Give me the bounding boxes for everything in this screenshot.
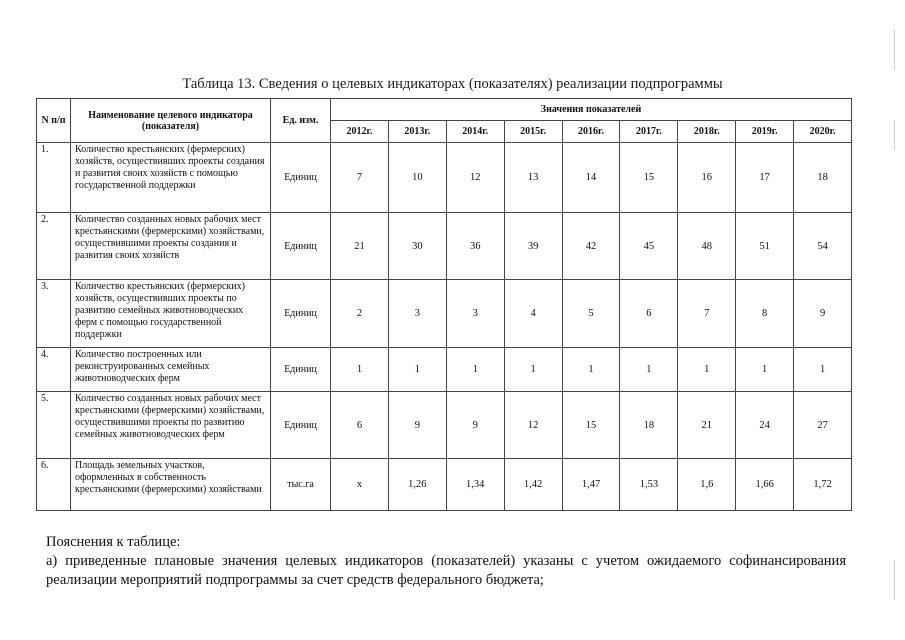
indicator-value: 15 — [562, 392, 620, 459]
indicators-table — [36, 98, 852, 511]
header-year: 2014г. — [446, 121, 504, 143]
indicator-value: 15 — [620, 143, 678, 213]
indicator-value: 16 — [678, 143, 736, 213]
indicator-unit: тыс.га — [271, 459, 331, 511]
indicator-name: Количество построенных или реконструированных семейных животноводческих ферм — [71, 348, 271, 392]
header-number: N п/п — [37, 99, 71, 143]
indicator-value: 18 — [794, 143, 852, 213]
indicator-value: 14 — [562, 143, 620, 213]
header-year: 2017г. — [620, 121, 678, 143]
indicator-value: 48 — [678, 213, 736, 280]
indicator-value: 1 — [620, 348, 678, 392]
indicator-value: 6 — [620, 280, 678, 348]
indicator-value: 12 — [446, 143, 504, 213]
indicator-value: 1 — [504, 348, 562, 392]
indicator-name: Площадь земельных участков, оформленных в собственность крестьянскими (фермерскими) хозяйствами — [71, 459, 271, 511]
scan-edge-mark — [894, 120, 895, 150]
table-row — [37, 143, 852, 213]
indicator-value: 10 — [388, 143, 446, 213]
indicator-value: 9 — [388, 392, 446, 459]
row-number: 5. — [37, 392, 71, 459]
indicator-value: 21 — [331, 213, 389, 280]
header-unit: Ед. изм. — [271, 99, 331, 143]
row-number: 2. — [37, 213, 71, 280]
indicator-value: 1,42 — [504, 459, 562, 511]
indicator-value: 1,66 — [736, 459, 794, 511]
indicator-name: Количество крестьянских (фермерских) хозяйств, осуществивших проекты создания и развития своих хозяйств с помощью государственной поддержки — [71, 143, 271, 213]
header-indicator-name: Наименование целевого индикатора (показателя) — [71, 99, 271, 143]
table-row — [37, 348, 852, 392]
indicator-value: 51 — [736, 213, 794, 280]
indicator-value: 8 — [736, 280, 794, 348]
indicator-value: 17 — [736, 143, 794, 213]
indicator-value: 2 — [331, 280, 389, 348]
indicator-value: 24 — [736, 392, 794, 459]
indicator-value: 4 — [504, 280, 562, 348]
header-year: 2013г. — [388, 121, 446, 143]
indicator-value: 13 — [504, 143, 562, 213]
table-row — [37, 213, 852, 280]
indicator-value: 5 — [562, 280, 620, 348]
indicator-value: 1,47 — [562, 459, 620, 511]
indicator-value: 27 — [794, 392, 852, 459]
indicator-value: 7 — [678, 280, 736, 348]
indicator-value: 9 — [794, 280, 852, 348]
row-number: 3. — [37, 280, 71, 348]
indicator-value: 12 — [504, 392, 562, 459]
indicator-value: 54 — [794, 213, 852, 280]
header-year: 2015г. — [504, 121, 562, 143]
indicator-value: 1,53 — [620, 459, 678, 511]
indicator-value: 45 — [620, 213, 678, 280]
indicator-unit: Единиц — [271, 392, 331, 459]
indicator-name: Количество крестьянских (фермерских) хозяйств, осуществивших проекты по развитию семейных животноводческих ферм с помощью государственной поддержки — [71, 280, 271, 348]
indicator-value: 39 — [504, 213, 562, 280]
table-caption: Таблица 13. Сведения о целевых индикаторах (показателях) реализации подпрограммы — [182, 76, 723, 92]
indicator-unit: Единиц — [271, 348, 331, 392]
header-year: 2019г. — [736, 121, 794, 143]
indicator-value: 30 — [388, 213, 446, 280]
table-row — [37, 280, 852, 348]
header-year: 2016г. — [562, 121, 620, 143]
indicator-value: 42 — [562, 213, 620, 280]
scan-edge-mark — [894, 560, 895, 600]
indicator-value: 1 — [331, 348, 389, 392]
indicator-value: 1 — [388, 348, 446, 392]
indicator-value: 1 — [794, 348, 852, 392]
indicator-value: 1 — [736, 348, 794, 392]
notes-title: Пояснения к таблице: — [46, 534, 181, 550]
indicator-unit: Единиц — [271, 213, 331, 280]
scan-edge-mark — [894, 30, 895, 70]
indicator-value: 1,6 — [678, 459, 736, 511]
indicator-value: 1,34 — [446, 459, 504, 511]
notes-item-a: а) приведенные плановые значения целевых индикаторов (показателей) указаны с учетом ожидаемого софинансирования реализации мероприятий подпрограммы за счет средств федерального бюджета; — [46, 553, 846, 588]
indicator-value: 21 — [678, 392, 736, 459]
indicator-value: 6 — [331, 392, 389, 459]
indicator-value: 7 — [331, 143, 389, 213]
indicator-unit: Единиц — [271, 280, 331, 348]
indicator-value: 1 — [678, 348, 736, 392]
indicator-value: 3 — [446, 280, 504, 348]
table-row — [37, 392, 852, 459]
header-year: 2012г. — [331, 121, 389, 143]
indicator-name: Количество созданных новых рабочих мест крестьянскими (фермерскими) хозяйствами, осуществившими проекты создания и развития своих хозяйств — [71, 213, 271, 280]
row-number: 6. — [37, 459, 71, 511]
indicator-value: 1,26 — [388, 459, 446, 511]
indicator-value: 9 — [446, 392, 504, 459]
indicator-value: 1 — [446, 348, 504, 392]
indicator-value: x — [331, 459, 389, 511]
indicator-value: 36 — [446, 213, 504, 280]
indicator-value: 18 — [620, 392, 678, 459]
header-year: 2020г. — [794, 121, 852, 143]
indicator-value: 1 — [562, 348, 620, 392]
header-year: 2018г. — [678, 121, 736, 143]
indicator-name: Количество созданных новых рабочих мест крестьянскими (фермерскими) хозяйствами, осуществившими проекты по развитию семейных животноводческих ферм — [71, 392, 271, 459]
indicator-value: 1,72 — [794, 459, 852, 511]
row-number: 1. — [37, 143, 71, 213]
indicator-unit: Единиц — [271, 143, 331, 213]
table-row — [37, 459, 852, 511]
indicator-value: 3 — [388, 280, 446, 348]
header-values-group: Значения показателей — [331, 99, 852, 121]
row-number: 4. — [37, 348, 71, 392]
